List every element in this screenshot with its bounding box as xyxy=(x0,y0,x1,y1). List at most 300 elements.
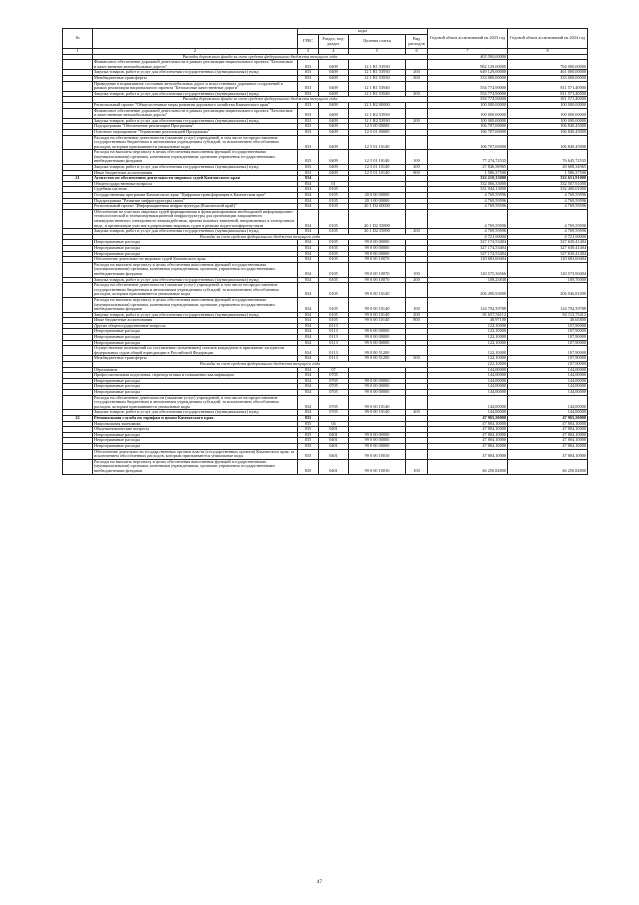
cell-rzpr: 0113 xyxy=(319,340,349,346)
cell-amount-2024: 811 571,40000 xyxy=(508,91,588,97)
cell-amount-2023: 81 657,56112 xyxy=(428,312,508,318)
cell-description: Закупка товаров, работ и услуг для обеспечения государственных (муниципальных) нужд xyxy=(93,165,298,171)
cell-rzpr: 0105 xyxy=(319,193,349,199)
cell-target-article: 99 0 00 00000 xyxy=(349,378,406,384)
cell-rzpr: 0105 xyxy=(319,283,349,298)
cell-amount-2024: 120 573,90404 xyxy=(508,262,588,277)
cell-amount-2023: 122,10000 xyxy=(428,362,508,368)
cell-amount-2023: 122,10000 xyxy=(428,340,508,346)
table-row xyxy=(63,135,588,150)
cell-amount-2023: 4 769,59596 xyxy=(428,193,508,199)
cell-amount-2024: 332 507,91000 xyxy=(508,181,588,187)
cell-amount-2023: 4 721,90000 xyxy=(428,234,508,240)
table-row xyxy=(63,209,588,228)
column-number: 3 xyxy=(298,49,319,55)
cell-target-article: 99 0 00 00000 xyxy=(349,329,406,335)
cell-rzpr: 0409 xyxy=(319,108,349,118)
cell-target-article: 99 0 00 10140 xyxy=(349,312,406,318)
cell-target-article: 99 0 00 00000 xyxy=(349,438,406,444)
cell-amount-2024: 100 000,00000 xyxy=(508,108,588,118)
cell-target-article: 20 1 00 00000 xyxy=(349,198,406,204)
cell-amount-2023: 100 000,00000 xyxy=(428,108,508,118)
cell-description: Осуществление полномочий по составлению (изменению) списков кандидатов в присяжные заседатели федеральных судов общей юрисдикции в Российской Федерации xyxy=(93,346,298,356)
cell-grbs: 834 xyxy=(298,198,319,204)
cell-target-article: 99 0 00 10010 xyxy=(349,449,406,459)
cell-amount-2024: 47 804,10000 xyxy=(508,438,588,444)
cell-grbs: 834 xyxy=(298,390,319,396)
cell-amount-2024: 107,90000 xyxy=(508,362,588,368)
cell-amount-2023: 4 769,59596 xyxy=(428,209,508,228)
column-number: 1 xyxy=(63,49,93,55)
cell-grbs: 833 xyxy=(298,81,319,91)
cell-amount-2024: 47 804,10000 xyxy=(508,443,588,449)
cell-amount-2024: 82 113,75412 xyxy=(508,312,588,318)
cell-target-article: 99 0 00 10140 xyxy=(349,410,406,416)
cell-amount-2024: 106 840,45000 xyxy=(508,129,588,135)
cell-expense-type: 200 xyxy=(406,312,428,318)
cell-rzpr: 0105 xyxy=(319,297,349,312)
cell-rzpr: 0705 xyxy=(319,384,349,390)
cell-expense-type xyxy=(406,346,428,356)
cell-target-article: 12 1 R2 00000 xyxy=(349,102,406,108)
cell-target-article: 12 5 01 10140 xyxy=(349,150,406,165)
header-description xyxy=(93,29,298,49)
cell-amount-2024: 327 630,41404 xyxy=(508,251,588,257)
cell-description: Национальная экономика xyxy=(93,421,298,427)
cell-grbs: 834 xyxy=(298,395,319,410)
cell-amount-2024: 46 250,84800 xyxy=(508,459,588,474)
cell-amount-2023: 4 769,59596 xyxy=(428,198,508,204)
cell-expense-type: 100 xyxy=(406,459,428,474)
column-number: 5 xyxy=(349,49,406,55)
cell-grbs: 834 xyxy=(298,340,319,346)
cell-rzpr: 0105 xyxy=(319,262,349,277)
cell-rzpr: 0409 xyxy=(319,118,349,124)
cell-amount-2023: 554 774,90000 xyxy=(428,97,508,103)
cell-amount-2024: 4 769,59596 xyxy=(508,204,588,210)
table-row xyxy=(63,283,588,298)
cell-amount-2023: 554 774,90000 xyxy=(428,81,508,91)
cell-grbs: 834 xyxy=(298,240,319,246)
cell-expense-type xyxy=(406,395,428,410)
cell-expense-type: 100 xyxy=(406,262,428,277)
cell-grbs: 833 xyxy=(298,118,319,124)
cell-expense-type xyxy=(406,135,428,150)
table-row xyxy=(63,395,588,410)
cell-num xyxy=(63,60,93,70)
table-row xyxy=(63,150,588,165)
cell-amount-2024: 144,00000 xyxy=(508,373,588,379)
cell-target-article: 99 0 00 00000 xyxy=(349,340,406,346)
cell-grbs: 834 xyxy=(298,204,319,210)
cell-grbs: 834 xyxy=(298,312,319,318)
cell-amount-2023: 122,10000 xyxy=(428,329,508,335)
cell-description: Непрограммные расходы xyxy=(93,384,298,390)
cell-rzpr: 0409 xyxy=(319,91,349,97)
budget-table xyxy=(62,28,588,475)
cell-description: Непрограммные расходы xyxy=(93,340,298,346)
cell-description: Другие общегосударственные вопросы xyxy=(93,323,298,329)
cell-description: Приведение в нормативное состояние автомобильных дорог и искусственных дорожных сооружений в рамках реализации национального проекта "Безопасные качественные дороги" xyxy=(93,81,298,91)
cell-target-article: 12 1 R1 53930 xyxy=(349,60,406,70)
cell-amount-2023: 106 707,69000 xyxy=(428,124,508,130)
cell-grbs: 834 xyxy=(298,277,319,283)
cell-description: Финансовое обеспечение дорожной деятельности в рамках реализации национального проекта "Безопасные и качественные автомобильные дороги" xyxy=(93,108,298,118)
cell-amount-2023: 46 250,84800 xyxy=(428,459,508,474)
cell-rzpr: 0409 xyxy=(319,150,349,165)
cell-expense-type: 500 xyxy=(406,356,428,362)
cell-grbs: 834 xyxy=(298,335,319,341)
cell-rzpr: 0401 xyxy=(319,459,349,474)
cell-amount-2024: 100 000,00000 xyxy=(508,118,588,124)
cell-amount-2024: 107,90000 xyxy=(508,340,588,346)
cell-amount-2024: 333 000,00000 xyxy=(508,75,588,81)
cell-amount-2024: 794 000,00000 xyxy=(508,60,588,70)
cell-amount-2023: 144,00000 xyxy=(428,395,508,410)
cell-amount-2023: 4 769,59596 xyxy=(428,229,508,235)
cell-grbs: 834 xyxy=(298,346,319,356)
header-grbs: ГРБС xyxy=(298,35,319,49)
cell-grbs: 834 xyxy=(298,373,319,379)
cell-rzpr: 0401 xyxy=(319,438,349,444)
cell-description: Расходы на выплаты персоналу в целях обеспечения выполнения функций государственными (муниципальными) органами, казенными учреждениями, органами управления государственными внебюджетными фондами xyxy=(93,297,298,312)
cell-description: Закупка товаров, работ и услуг для обеспечения государственных (муниципальных) нужд xyxy=(93,410,298,416)
cell-target-article: 99 0 00 00000 xyxy=(349,335,406,341)
cell-grbs: 834 xyxy=(298,245,319,251)
budget-sheet xyxy=(62,28,587,475)
cell-expense-type: 800 xyxy=(406,318,428,324)
cell-rzpr: 0409 xyxy=(319,70,349,76)
table-row xyxy=(63,459,588,474)
cell-num xyxy=(63,108,93,118)
cell-target-article: 99 0 00 10140 xyxy=(349,318,406,324)
cell-grbs: 833 xyxy=(298,70,319,76)
cell-description: Расходы на выплаты персоналу в целях обеспечения выполнения функций государственными (муниципальными) органами, казенными учреждениями, органами управления государственными внебюджетными фондами xyxy=(93,262,298,277)
header-year-2023: Годовой объем ассигнований на 2023 год xyxy=(428,29,508,49)
cell-rzpr: 0401 xyxy=(319,427,349,433)
cell-rzpr: 0705 xyxy=(319,378,349,384)
cell-grbs: 834 xyxy=(298,229,319,235)
cell-target-article: 99 0 00 10070 xyxy=(349,262,406,277)
cell-target-article: 99 0 00 00000 xyxy=(349,245,406,251)
cell-expense-type: 100 xyxy=(406,150,428,165)
cell-description: Непрограммные расходы xyxy=(93,443,298,449)
cell-rzpr: 0113 xyxy=(319,323,349,329)
cell-description: Агентство по обеспечению деятельности мировых судей Камчатского края xyxy=(93,176,298,182)
cell-amount-2023: 332 210,33000 xyxy=(428,176,508,182)
cell-description: Иные бюджетные ассигнования xyxy=(93,318,298,324)
cell-amount-2023: 47 804,10000 xyxy=(428,443,508,449)
cell-amount-2024: 107,90000 xyxy=(508,329,588,335)
page-number: 47 xyxy=(316,879,323,885)
cell-amount-2023: 47 804,10000 xyxy=(428,449,508,459)
cell-description: Судебная система xyxy=(93,187,298,193)
cell-target-article: 99 0 00 10140 xyxy=(349,395,406,410)
cell-grbs: 833 xyxy=(298,75,319,81)
cell-grbs: 833 xyxy=(298,170,319,176)
cell-target-article: 12 5 01 00000 xyxy=(349,129,406,135)
cell-target-article: 99 0 00 10140 xyxy=(349,297,406,312)
cell-amount-2023: 40,97100 xyxy=(428,318,508,324)
cell-rzpr: 0105 xyxy=(319,229,349,235)
cell-target-article: 99 0 00 10070 xyxy=(349,277,406,283)
cell-grbs: 834 xyxy=(298,181,319,187)
cell-amount-2023: 120 575,36566 xyxy=(428,262,508,277)
header-year-2024: Годовой объем ассигнований на 2024 год xyxy=(508,29,588,49)
cell-amount-2023: 206 490,93000 xyxy=(428,283,508,298)
cell-amount-2023: 122,10000 xyxy=(428,356,508,362)
header-num: № xyxy=(63,29,93,49)
cell-amount-2023: 100 000,00000 xyxy=(428,102,508,108)
cell-amount-2024: 461 000,00000 xyxy=(508,70,588,76)
cell-rzpr: 0705 xyxy=(319,390,349,396)
cell-amount-2024: 47 965,50000 xyxy=(508,415,588,421)
cell-amount-2024: 40,65800 xyxy=(508,318,588,324)
cell-grbs: 834 xyxy=(298,251,319,257)
cell-amount-2024: 47 804,10000 xyxy=(508,427,588,433)
cell-amount-2024: 107,90000 xyxy=(508,335,588,341)
cell-description: Закупка товаров, работ и услуг для обеспечения государственных (муниципальных) нужд xyxy=(93,277,298,283)
table-row xyxy=(63,449,588,459)
cell-amount-2024: 47 804,10000 xyxy=(508,432,588,438)
cell-amount-2023: 982 129,00000 xyxy=(428,60,508,70)
cell-description: Расходы на выплаты персоналу в целях обеспечения выполнения функций государственными (муниципальными) органами, казенными учреждениями, органами управления государственными внебюджетными фондами xyxy=(93,459,298,474)
cell-expense-type xyxy=(406,449,428,459)
cell-amount-2023: 1 586,37500 xyxy=(428,170,508,176)
cell-grbs: 833 xyxy=(298,129,319,135)
cell-target-article: 99 0 00 10140 xyxy=(349,283,406,298)
cell-expense-type xyxy=(406,60,428,70)
cell-description: Межбюджетные трансферты xyxy=(93,356,298,362)
cell-amount-2023: 120 683,60404 xyxy=(428,257,508,263)
cell-description: Подпрограмма "Развитие инфраструктуры связи" xyxy=(93,198,298,204)
cell-rzpr: 0105 xyxy=(319,257,349,263)
cell-description: Общегосударственные вопросы xyxy=(93,181,298,187)
cell-expense-type: 200 xyxy=(406,118,428,124)
cell-grbs: 834 xyxy=(298,283,319,298)
cell-description: Обеспечение на участках мировых судей формирования и функционирования необходимой информационно-технологической и телекоммуникационной инфраструктуры для организации защищенного межведомственного электронного взаимодействия, приема исковых заявлений, направляемых в электронном виде, и организации участия в разрешении мировых судов в режиме видео-конференц-связи xyxy=(93,209,298,228)
cell-amount-2023: 106 707,69000 xyxy=(428,135,508,150)
cell-amount-2023: 122,10000 xyxy=(428,335,508,341)
cell-rzpr: 0105 xyxy=(319,204,349,210)
cell-amount-2024: 206 946,81000 xyxy=(508,283,588,298)
cell-amount-2024: 4 769,59596 xyxy=(508,198,588,204)
column-number: 2 xyxy=(93,49,298,55)
cell-expense-type xyxy=(406,108,428,118)
cell-description: Непрограммные расходы xyxy=(93,390,298,396)
cell-amount-2024: 120 683,60404 xyxy=(508,257,588,263)
cell-rzpr: 01 xyxy=(319,181,349,187)
cell-amount-2023: 403 500,00000 xyxy=(428,54,508,60)
cell-num: 21 xyxy=(63,176,93,182)
cell-amount-2023: 106 707,69000 xyxy=(428,129,508,135)
cell-rzpr: 0105 xyxy=(319,240,349,246)
cell-description: Закупка товаров, работ и услуг для обеспечения государственных (муниципальных) нужд xyxy=(93,70,298,76)
cell-amount-2023: 47 804,10000 xyxy=(428,432,508,438)
cell-grbs: 834 xyxy=(298,257,319,263)
cell-rzpr: 0409 xyxy=(319,124,349,130)
cell-num xyxy=(63,297,93,312)
cell-grbs: 834 xyxy=(298,318,319,324)
cell-target-article: 12 5 01 10140 xyxy=(349,170,406,176)
cell-description: Образование xyxy=(93,367,298,373)
cell-grbs: 833 xyxy=(298,124,319,130)
cell-num xyxy=(63,283,93,298)
cell-amount-2023: 327 174,53404 xyxy=(428,245,508,251)
cell-description: Расходы на обеспечение деятельности (оказание услуг) учреждений, в том числе на предоставление государственным бюджетным и автономным учреждениям субсидий, за исключением обособленных расходов, которым присваиваются уникальные коды xyxy=(93,283,298,298)
cell-rzpr: 0409 xyxy=(319,75,349,81)
cell-description: Региональный проект "Общесистемные меры развития дорожного хозяйства Камчатского края" xyxy=(93,102,298,108)
cell-target-article: 99 0 00 00000 xyxy=(349,390,406,396)
cell-amount-2024: 811 571,40000 xyxy=(508,97,588,103)
cell-rzpr: 0705 xyxy=(319,410,349,416)
cell-grbs: 833 xyxy=(298,60,319,70)
cell-expense-type: 200 xyxy=(406,229,428,235)
cell-description: Региональная служба по тарифам и ценам Камчатского края xyxy=(93,415,298,421)
cell-rzpr: 0409 xyxy=(319,170,349,176)
cell-grbs: 833 xyxy=(298,102,319,108)
cell-target-article: 99 0 00 00000 xyxy=(349,443,406,449)
cell-grbs: 833 xyxy=(298,165,319,171)
cell-amount-2023: 327 174,53404 xyxy=(428,251,508,257)
cell-description: Непрограммные расходы xyxy=(93,240,298,246)
column-number: 6 xyxy=(406,49,428,55)
cell-amount-2024: 107,90000 xyxy=(508,346,588,356)
cell-amount-2023: 47 965,50000 xyxy=(428,415,508,421)
cell-rzpr: 0113 xyxy=(319,335,349,341)
table-body xyxy=(63,54,588,474)
cell-target-article: 99 0 00 00000 xyxy=(349,432,406,438)
cell-target-article: 20 1 D2 00000 xyxy=(349,204,406,210)
cell-amount-2023: 144,00000 xyxy=(428,410,508,416)
cell-amount-2023: 47 804,10000 xyxy=(428,421,508,427)
column-number: 7 xyxy=(428,49,508,55)
cell-target-article: 12 1 R1 53930 xyxy=(349,70,406,76)
cell-grbs: 834 xyxy=(298,329,319,335)
column-number: 8 xyxy=(508,49,588,55)
cell-grbs: 835 xyxy=(298,432,319,438)
cell-amount-2023: 100 000,00000 xyxy=(428,118,508,124)
cell-amount-2023: 144,00000 xyxy=(428,367,508,373)
cell-expense-type xyxy=(406,283,428,298)
cell-expense-type xyxy=(406,81,428,91)
cell-amount-2023: 332 066,33000 xyxy=(428,181,508,187)
cell-target-article: 12 1 R1 53940 xyxy=(349,91,406,97)
cell-target-article: 99 0 00 10010 xyxy=(349,459,406,474)
cell-expense-type: 800 xyxy=(406,170,428,176)
header-codes: коды xyxy=(298,29,428,35)
cell-num xyxy=(63,346,93,356)
cell-rzpr: 0113 xyxy=(319,329,349,335)
cell-num xyxy=(63,81,93,91)
cell-description: Государственная программа Камчатского края "Цифровая трансформация в Камчатском крае" xyxy=(93,193,298,199)
cell-grbs: 834 xyxy=(298,297,319,312)
cell-amount-2024: 47 804,10000 xyxy=(508,421,588,427)
cell-amount-2024: 327 630,41404 xyxy=(508,245,588,251)
cell-amount-2023: 124 792,39788 xyxy=(428,297,508,312)
cell-description: Обеспечение деятельности мировых судей Камчатского края xyxy=(93,257,298,263)
cell-rzpr: 0409 xyxy=(319,102,349,108)
cell-description: Закупка товаров, работ и услуг для обеспечения государственных (муниципальных) нужд xyxy=(93,118,298,124)
cell-amount-2023: 144,00000 xyxy=(428,373,508,379)
cell-rzpr: 0113 xyxy=(319,346,349,356)
cell-description: Расходы дорожного фонда за счет средств федерального бюджета текущего года xyxy=(93,97,428,103)
cell-amount-2023: 47 804,10000 xyxy=(428,427,508,433)
cell-description: Непрограммные расходы xyxy=(93,378,298,384)
cell-description: Расходы за счет средств федерального бюджета текущего года xyxy=(93,362,428,368)
cell-amount-2024: 144,00000 xyxy=(508,378,588,384)
column-number: 4 xyxy=(319,49,349,55)
cell-target-article: 20 0 00 00000 xyxy=(349,193,406,199)
cell-rzpr: 0105 xyxy=(319,277,349,283)
cell-target-article: 99 0 00 51200 xyxy=(349,346,406,356)
cell-description: Профессиональная подготовка, переподготовка и повышение квалификации xyxy=(93,373,298,379)
cell-target-article: 12 1 R1 53940 xyxy=(349,81,406,91)
cell-description: Основное мероприятие "Управление реализацией Программы" xyxy=(93,129,298,135)
cell-amount-2024: 1 586,37500 xyxy=(508,170,588,176)
cell-description: Обеспечение деятельности государственных органов власти (государственных органов) Камчатского края, за исключением обособленных расходов, которым присваиваются уникальные коды xyxy=(93,449,298,459)
cell-amount-2023: 554 774,90000 xyxy=(428,91,508,97)
cell-num xyxy=(63,262,93,277)
cell-amount-2024: 144,00000 xyxy=(508,367,588,373)
table-row xyxy=(63,262,588,277)
cell-description: Закупка товаров, работ и услуг для обеспечения государственных (муниципальных) нужд xyxy=(93,91,298,97)
cell-grbs: 835 xyxy=(298,421,319,427)
cell-amount-2023: 333 000,00000 xyxy=(428,75,508,81)
cell-rzpr: 0105 xyxy=(319,312,349,318)
table-row xyxy=(63,81,588,91)
cell-grbs: 834 xyxy=(298,356,319,362)
cell-description: Межбюджетные трансферты xyxy=(93,75,298,81)
cell-target-article: 12 1 R2 53930 xyxy=(349,108,406,118)
cell-amount-2024: 107,90000 xyxy=(508,356,588,362)
cell-num: 22 xyxy=(63,415,93,421)
cell-rzpr: 0409 xyxy=(319,81,349,91)
cell-description: Закупка товаров, работ и услуг для обеспечения государственных (муниципальных) нужд xyxy=(93,229,298,235)
cell-amount-2023: 122,10000 xyxy=(428,346,508,356)
cell-amount-2024: 332 400,01000 xyxy=(508,187,588,193)
cell-grbs: 834 xyxy=(298,262,319,277)
table-row xyxy=(63,60,588,70)
cell-amount-2023: 144,00000 xyxy=(428,390,508,396)
cell-rzpr: 0401 xyxy=(319,432,349,438)
cell-description: Закупка товаров, работ и услуг для обеспечения государственных (муниципальных) нужд xyxy=(93,312,298,318)
cell-rzpr: 0705 xyxy=(319,395,349,410)
cell-amount-2023: 327 174,53404 xyxy=(428,240,508,246)
cell-description: Подпрограмма "Обеспечение реализации Программы" xyxy=(93,124,298,130)
cell-rzpr: 0409 xyxy=(319,60,349,70)
cell-expense-type: 200 xyxy=(406,70,428,76)
cell-amount-2024: 144,00000 xyxy=(508,384,588,390)
cell-amount-2024: 124 792,39788 xyxy=(508,297,588,312)
cell-grbs: 835 xyxy=(298,459,319,474)
cell-grbs: 834 xyxy=(298,187,319,193)
table-row xyxy=(63,297,588,312)
cell-grbs: 833 xyxy=(298,91,319,97)
cell-target-article: 99 0 00 00000 xyxy=(349,240,406,246)
cell-grbs: 833 xyxy=(298,108,319,118)
cell-grbs: 834 xyxy=(298,384,319,390)
cell-expense-type xyxy=(406,209,428,228)
cell-amount-2024: 4 721,90000 xyxy=(508,234,588,240)
cell-target-article: 99 0 00 10070 xyxy=(349,257,406,263)
cell-amount-2024: 144,00000 xyxy=(508,395,588,410)
cell-amount-2024: 811 571,40000 xyxy=(508,81,588,91)
cell-grbs: 835 xyxy=(298,438,319,444)
cell-num xyxy=(63,150,93,165)
cell-description: Непрограммные расходы xyxy=(93,432,298,438)
cell-grbs: 834 xyxy=(298,193,319,199)
